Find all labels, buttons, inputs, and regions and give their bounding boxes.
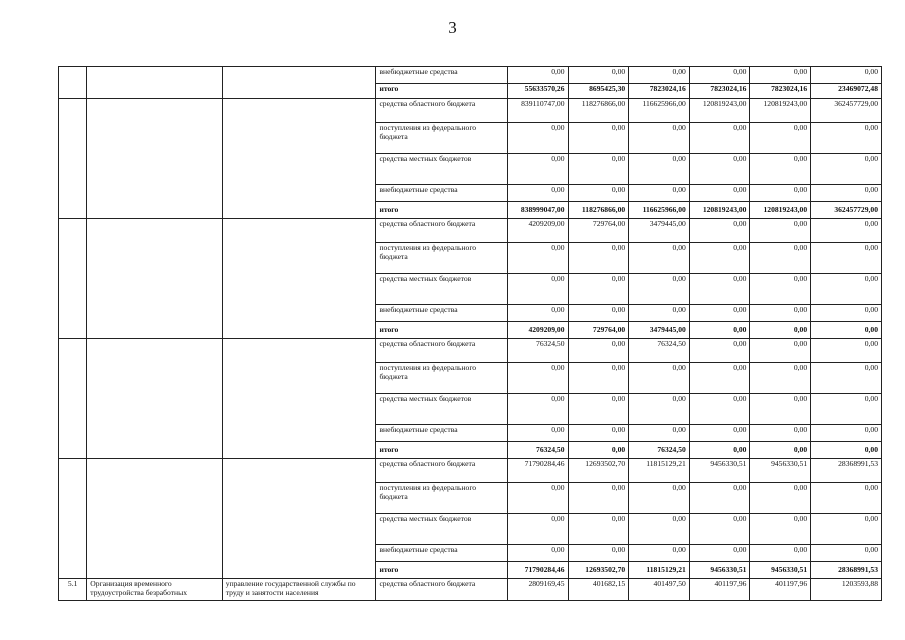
source-cell: средства областного бюджета: [376, 219, 507, 243]
source-cell: итого: [376, 322, 507, 339]
value-cell: 0,00: [629, 67, 690, 84]
value-cell: 0,00: [811, 425, 882, 442]
value-cell: 0,00: [689, 243, 750, 274]
value-cell: 0,00: [568, 363, 629, 394]
value-cell: 0,00: [629, 545, 690, 562]
value-cell: 0,00: [507, 483, 568, 514]
value-cell: 0,00: [568, 394, 629, 425]
value-cell: 0,00: [568, 305, 629, 322]
source-cell: поступления из федерального бюджета: [376, 243, 507, 274]
value-cell: 0,00: [689, 67, 750, 84]
value-cell: 0,00: [568, 483, 629, 514]
value-cell: 0,00: [629, 363, 690, 394]
value-cell: 120819243,00: [750, 99, 811, 123]
source-cell: внебюджетные средства: [376, 545, 507, 562]
table-row: [59, 99, 882, 123]
value-cell: 11815129,21: [629, 459, 690, 483]
value-cell: 362457729,00: [811, 99, 882, 123]
value-cell: 0,00: [750, 394, 811, 425]
value-cell: 0,00: [811, 394, 882, 425]
value-cell: 0,00: [750, 322, 811, 339]
value-cell: 0,00: [689, 322, 750, 339]
value-cell: 76324,50: [629, 442, 690, 459]
source-cell: средства областного бюджета: [376, 579, 507, 601]
budget-table: [58, 66, 882, 601]
value-cell: 0,00: [629, 425, 690, 442]
value-cell: 0,00: [629, 394, 690, 425]
value-cell: 28368991,53: [811, 562, 882, 579]
value-cell: 0,00: [568, 442, 629, 459]
page-number: 3: [448, 18, 457, 37]
value-cell: 0,00: [689, 514, 750, 545]
value-cell: 0,00: [507, 425, 568, 442]
value-cell: 0,00: [689, 305, 750, 322]
value-cell: 0,00: [568, 339, 629, 363]
value-cell: 0,00: [689, 483, 750, 514]
source-cell: внебюджетные средства: [376, 305, 507, 322]
value-cell: 0,00: [750, 305, 811, 322]
value-cell: 116625966,00: [629, 99, 690, 123]
value-cell: 401197,96: [689, 579, 750, 601]
source-cell: средства областного бюджета: [376, 339, 507, 363]
value-cell: 0,00: [689, 154, 750, 185]
value-cell: 1203593,88: [811, 579, 882, 601]
value-cell: 0,00: [629, 123, 690, 154]
value-cell: 4209209,00: [507, 322, 568, 339]
value-cell: 0,00: [750, 363, 811, 394]
row-index: 5.1: [59, 579, 87, 601]
value-cell: 0,00: [750, 123, 811, 154]
value-cell: 0,00: [750, 185, 811, 202]
value-cell: 120819243,00: [689, 99, 750, 123]
table-row: [59, 219, 882, 243]
value-cell: 7823024,16: [629, 84, 690, 99]
source-cell: итого: [376, 84, 507, 99]
value-cell: 0,00: [750, 219, 811, 243]
row-index: [59, 339, 87, 459]
value-cell: 76324,50: [507, 442, 568, 459]
value-cell: 0,00: [750, 483, 811, 514]
value-cell: 0,00: [689, 274, 750, 305]
value-cell: 0,00: [568, 274, 629, 305]
value-cell: 0,00: [568, 545, 629, 562]
value-cell: 0,00: [750, 339, 811, 363]
value-cell: 0,00: [689, 185, 750, 202]
value-cell: 76324,50: [629, 339, 690, 363]
value-cell: 0,00: [507, 154, 568, 185]
measure-name: [87, 219, 222, 339]
value-cell: 0,00: [629, 274, 690, 305]
value-cell: 9456330,51: [689, 459, 750, 483]
value-cell: 0,00: [750, 67, 811, 84]
value-cell: 0,00: [689, 339, 750, 363]
value-cell: 0,00: [507, 185, 568, 202]
value-cell: 0,00: [811, 514, 882, 545]
value-cell: 0,00: [811, 483, 882, 514]
value-cell: 0,00: [507, 545, 568, 562]
value-cell: 11815129,21: [629, 562, 690, 579]
value-cell: 0,00: [811, 123, 882, 154]
source-cell: итого: [376, 202, 507, 219]
value-cell: 0,00: [629, 154, 690, 185]
value-cell: 9456330,51: [689, 562, 750, 579]
value-cell: 729764,00: [568, 322, 629, 339]
value-cell: 0,00: [507, 394, 568, 425]
index-cell: [59, 67, 87, 99]
value-cell: 8695425,30: [568, 84, 629, 99]
value-cell: 0,00: [750, 274, 811, 305]
value-cell: 0,00: [750, 514, 811, 545]
measure-name: Организация временного трудоустройства безработных: [87, 579, 222, 601]
measure-name: [87, 99, 222, 219]
row-index: [59, 459, 87, 579]
table-row: [59, 339, 882, 363]
value-cell: 55633570,26: [507, 84, 568, 99]
value-cell: 0,00: [629, 243, 690, 274]
source-cell: поступления из федерального бюджета: [376, 483, 507, 514]
value-cell: 0,00: [507, 243, 568, 274]
value-cell: 7823024,16: [689, 84, 750, 99]
value-cell: 0,00: [811, 274, 882, 305]
source-cell: внебюджетные средства: [376, 425, 507, 442]
value-cell: 0,00: [811, 322, 882, 339]
value-cell: 3479445,00: [629, 219, 690, 243]
value-cell: 0,00: [507, 305, 568, 322]
table-row: [59, 459, 882, 483]
value-cell: 0,00: [689, 442, 750, 459]
value-cell: 0,00: [629, 185, 690, 202]
value-cell: 0,00: [568, 185, 629, 202]
value-cell: 0,00: [629, 514, 690, 545]
value-cell: 2809169,45: [507, 579, 568, 601]
value-cell: 0,00: [568, 243, 629, 274]
value-cell: 0,00: [568, 514, 629, 545]
value-cell: 28368991,53: [811, 459, 882, 483]
source-cell: итого: [376, 442, 507, 459]
value-cell: 0,00: [507, 123, 568, 154]
value-cell: 0,00: [750, 154, 811, 185]
value-cell: 76324,50: [507, 339, 568, 363]
value-cell: 12693502,70: [568, 459, 629, 483]
value-cell: 9456330,51: [750, 459, 811, 483]
executor-name: [222, 219, 376, 339]
value-cell: 12693502,70: [568, 562, 629, 579]
source-cell: средства местных бюджетов: [376, 514, 507, 545]
value-cell: 4209209,00: [507, 219, 568, 243]
value-cell: 3479445,00: [629, 322, 690, 339]
executor-cell: [222, 67, 376, 99]
value-cell: 838999047,00: [507, 202, 568, 219]
executor-name: [222, 459, 376, 579]
value-cell: 0,00: [689, 123, 750, 154]
value-cell: 0,00: [507, 274, 568, 305]
source-cell: средства местных бюджетов: [376, 274, 507, 305]
value-cell: 401497,50: [629, 579, 690, 601]
value-cell: 0,00: [689, 363, 750, 394]
value-cell: 839110747,00: [507, 99, 568, 123]
value-cell: 0,00: [750, 442, 811, 459]
value-cell: 0,00: [750, 425, 811, 442]
value-cell: 120819243,00: [750, 202, 811, 219]
name-cell: [87, 67, 222, 99]
value-cell: 118276866,00: [568, 202, 629, 219]
source-cell: поступления из федерального бюджета: [376, 123, 507, 154]
value-cell: 0,00: [507, 363, 568, 394]
value-cell: 0,00: [811, 154, 882, 185]
value-cell: 0,00: [629, 305, 690, 322]
value-cell: 0,00: [811, 67, 882, 84]
source-cell: итого: [376, 562, 507, 579]
executor-name: [222, 339, 376, 459]
row-index: [59, 99, 87, 219]
row-index: [59, 219, 87, 339]
value-cell: 116625966,00: [629, 202, 690, 219]
value-cell: 0,00: [811, 243, 882, 274]
value-cell: 0,00: [568, 123, 629, 154]
value-cell: 362457729,00: [811, 202, 882, 219]
value-cell: 729764,00: [568, 219, 629, 243]
value-cell: 120819243,00: [689, 202, 750, 219]
value-cell: 7823024,16: [750, 84, 811, 99]
value-cell: 0,00: [689, 545, 750, 562]
value-cell: 23469072,48: [811, 84, 882, 99]
source-cell: средства местных бюджетов: [376, 154, 507, 185]
value-cell: 0,00: [689, 219, 750, 243]
measure-name: [87, 459, 222, 579]
value-cell: 71790284,46: [507, 459, 568, 483]
value-cell: 0,00: [750, 545, 811, 562]
source-cell: внебюджетные средства: [376, 67, 507, 84]
executor-name: управление государственной службы по труду и занятости населения: [222, 579, 376, 601]
value-cell: 0,00: [568, 425, 629, 442]
value-cell: 0,00: [750, 243, 811, 274]
value-cell: 0,00: [507, 67, 568, 84]
value-cell: 0,00: [811, 442, 882, 459]
executor-name: [222, 99, 376, 219]
value-cell: 71790284,46: [507, 562, 568, 579]
value-cell: 0,00: [811, 185, 882, 202]
value-cell: 0,00: [689, 394, 750, 425]
value-cell: 401197,96: [750, 579, 811, 601]
value-cell: 401682,15: [568, 579, 629, 601]
source-cell: средства местных бюджетов: [376, 394, 507, 425]
value-cell: 118276866,00: [568, 99, 629, 123]
value-cell: 0,00: [811, 305, 882, 322]
source-cell: внебюджетные средства: [376, 185, 507, 202]
value-cell: 0,00: [811, 545, 882, 562]
value-cell: 0,00: [811, 363, 882, 394]
value-cell: 9456330,51: [750, 562, 811, 579]
measure-name: [87, 339, 222, 459]
table-row: [59, 67, 882, 84]
value-cell: 0,00: [811, 219, 882, 243]
value-cell: 0,00: [507, 514, 568, 545]
value-cell: 0,00: [689, 425, 750, 442]
table-row: [59, 579, 882, 601]
source-cell: средства областного бюджета: [376, 99, 507, 123]
value-cell: 0,00: [568, 67, 629, 84]
value-cell: 0,00: [629, 483, 690, 514]
source-cell: средства областного бюджета: [376, 459, 507, 483]
value-cell: 0,00: [811, 339, 882, 363]
value-cell: 0,00: [568, 154, 629, 185]
source-cell: поступления из федерального бюджета: [376, 363, 507, 394]
